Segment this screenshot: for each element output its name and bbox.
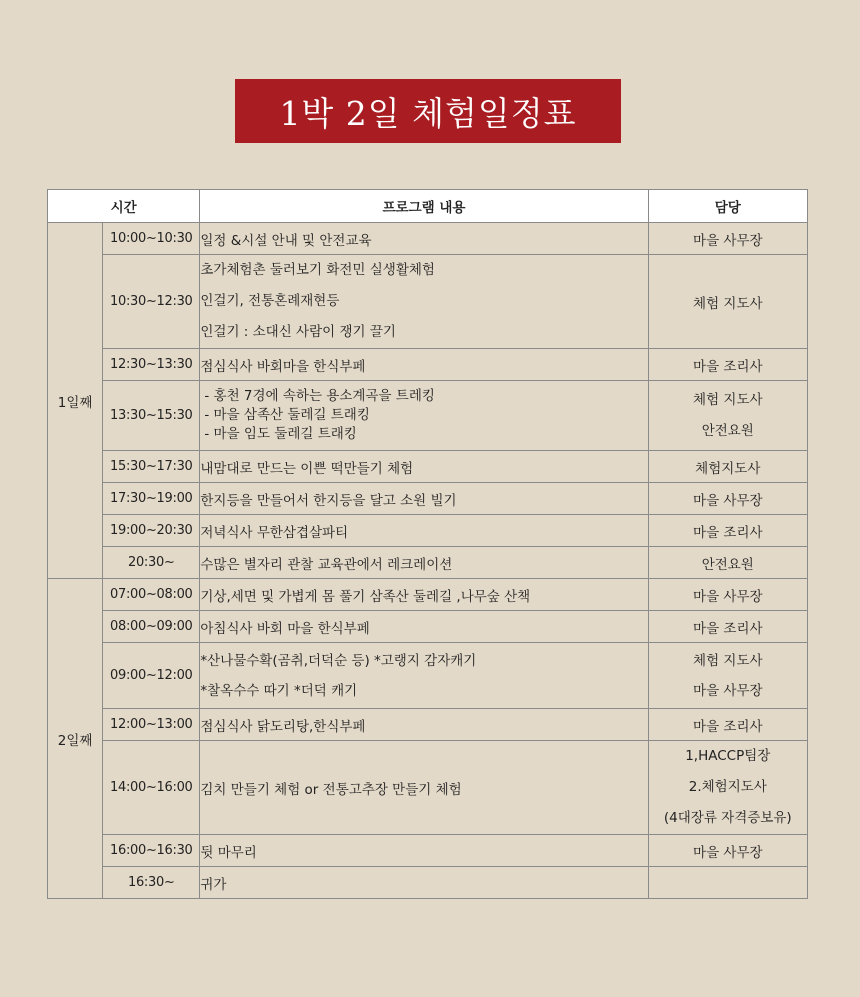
program-line: 기상,세면 및 가볍게 몸 풀기 삼족산 둘레길 ,나무숲 산책 — [200, 588, 531, 605]
table-row — [48, 835, 808, 867]
program-cell — [200, 381, 648, 451]
staff-line: 체험 지도사 — [693, 391, 763, 408]
time-cell: 10:30~12:30 — [103, 255, 200, 349]
program-line: 수많은 별자리 관찰 교육관에서 레크레이션 — [200, 556, 453, 573]
time-cell: 07:00~08:00 — [103, 579, 200, 611]
program-cell — [200, 835, 648, 867]
page-title-banner — [235, 79, 621, 143]
staff-cell — [648, 381, 807, 451]
program-line: 한지등을 만들어서 한지등을 달고 소원 빌기 — [200, 492, 457, 509]
table-row — [48, 611, 808, 643]
staff-line: 마을 사무장 — [693, 232, 763, 249]
table-row — [48, 381, 808, 451]
table-row — [48, 867, 808, 899]
program-line: 인걸기, 전통혼례재현등 — [200, 293, 340, 309]
staff-cell — [648, 223, 807, 255]
table-row — [48, 349, 808, 381]
program-cell — [200, 223, 648, 255]
staff-cell — [648, 349, 807, 381]
staff-cell — [648, 643, 807, 709]
program-line: 귀가 — [200, 876, 227, 893]
staff-cell — [648, 741, 807, 835]
staff-line: 마을 사무장 — [693, 492, 763, 509]
program-cell — [200, 483, 648, 515]
staff-line: 마을 사무장 — [693, 682, 763, 699]
time-cell: 17:30~19:00 — [103, 483, 200, 515]
time-cell: 12:00~13:00 — [103, 709, 200, 741]
program-line: 내맘대로 만드는 이쁜 떡만들기 체험 — [200, 460, 414, 477]
day-label: 2일째 — [48, 579, 103, 899]
header-time: 시간 — [48, 190, 200, 223]
time-cell: 09:00~12:00 — [103, 643, 200, 709]
staff-cell — [648, 483, 807, 515]
staff-line: 체험 지도사 — [693, 295, 763, 312]
program-cell — [200, 709, 648, 741]
staff-line: 체험 지도사 — [693, 652, 763, 669]
table-row — [48, 643, 808, 709]
table-row — [48, 709, 808, 741]
schedule-table — [47, 189, 808, 899]
time-cell: 15:30~17:30 — [103, 451, 200, 483]
time-cell: 12:30~13:30 — [103, 349, 200, 381]
staff-cell — [648, 515, 807, 547]
staff-line: 마을 조리사 — [693, 620, 763, 637]
staff-cell — [648, 451, 807, 483]
staff-line: 마을 조리사 — [693, 358, 763, 375]
staff-line: 1,HACCP팀장 — [685, 748, 771, 764]
time-cell: 14:00~16:00 — [103, 741, 200, 835]
staff-cell — [648, 709, 807, 741]
table-row — [48, 515, 808, 547]
table-row — [48, 223, 808, 255]
program-line: - 마을 임도 둘레길 트래킹 — [204, 426, 357, 442]
staff-cell — [648, 611, 807, 643]
staff-cell — [648, 867, 807, 899]
program-cell — [200, 547, 648, 579]
staff-cell — [648, 579, 807, 611]
program-line: 아침식사 바회 마을 한식부페 — [200, 620, 370, 637]
table-row — [48, 255, 808, 349]
program-cell — [200, 515, 648, 547]
table-row — [48, 741, 808, 835]
time-cell: 16:30~ — [103, 867, 200, 899]
program-line: 뒷 마무리 — [200, 844, 257, 861]
program-line: *산나물수확(곰취,더덕순 등) *고랭지 감자캐기 — [200, 652, 477, 669]
time-cell: 16:00~16:30 — [103, 835, 200, 867]
staff-line: 마을 조리사 — [693, 524, 763, 541]
program-line: 초가체험촌 둘러보기 화전민 실생활체험 — [200, 262, 435, 278]
program-cell — [200, 643, 648, 709]
time-cell: 19:00~20:30 — [103, 515, 200, 547]
program-line: 점심식사 닭도리탕,한식부페 — [200, 718, 366, 735]
time-cell: 20:30~ — [103, 547, 200, 579]
program-line: *찰옥수수 따기 *더덕 캐기 — [200, 682, 358, 699]
header-program: 프로그램 내용 — [200, 190, 648, 223]
staff-line: 마을 조리사 — [693, 718, 763, 735]
program-line: 일정 &시설 안내 및 안전교육 — [200, 232, 372, 249]
header-staff: 담당 — [648, 190, 807, 223]
program-cell — [200, 867, 648, 899]
program-line: 점심식사 바회마을 한식부페 — [200, 358, 366, 375]
staff-line: 안전요원 — [701, 556, 754, 573]
program-cell — [200, 579, 648, 611]
program-line: - 마을 삼족산 둘레길 트래킹 — [204, 407, 370, 423]
staff-cell — [648, 547, 807, 579]
staff-line: (4대장류 자격증보유) — [663, 810, 792, 826]
table-row — [48, 451, 808, 483]
page-title: 1박 2일 체험일정표 — [279, 93, 577, 133]
table-header-row — [48, 190, 808, 223]
program-cell — [200, 349, 648, 381]
staff-line: 2.체험지도사 — [688, 779, 767, 795]
program-line: 저녁식사 무한삼겹살파티 — [200, 524, 349, 541]
time-cell: 13:30~15:30 — [103, 381, 200, 451]
table-row — [48, 547, 808, 579]
staff-line: 마을 사무장 — [693, 588, 763, 605]
program-cell — [200, 741, 648, 835]
program-line: - 홍천 7경에 속하는 용소계곡을 트레킹 — [204, 388, 435, 404]
program-cell — [200, 255, 648, 349]
program-cell — [200, 451, 648, 483]
program-cell — [200, 611, 648, 643]
time-cell: 08:00~09:00 — [103, 611, 200, 643]
table-row — [48, 579, 808, 611]
staff-cell — [648, 835, 807, 867]
day-label: 1일째 — [48, 223, 103, 579]
staff-line: 안전요원 — [701, 422, 754, 439]
staff-line: 마을 사무장 — [693, 844, 763, 861]
program-line: 김치 만들기 체험 or 전통고추장 만들기 체험 — [200, 781, 462, 798]
time-cell: 10:00~10:30 — [103, 223, 200, 255]
table-row — [48, 483, 808, 515]
staff-line: 체험지도사 — [695, 460, 761, 477]
program-line: 인걸기 : 소대신 사람이 쟁기 끌기 — [200, 324, 396, 340]
staff-cell — [648, 255, 807, 349]
